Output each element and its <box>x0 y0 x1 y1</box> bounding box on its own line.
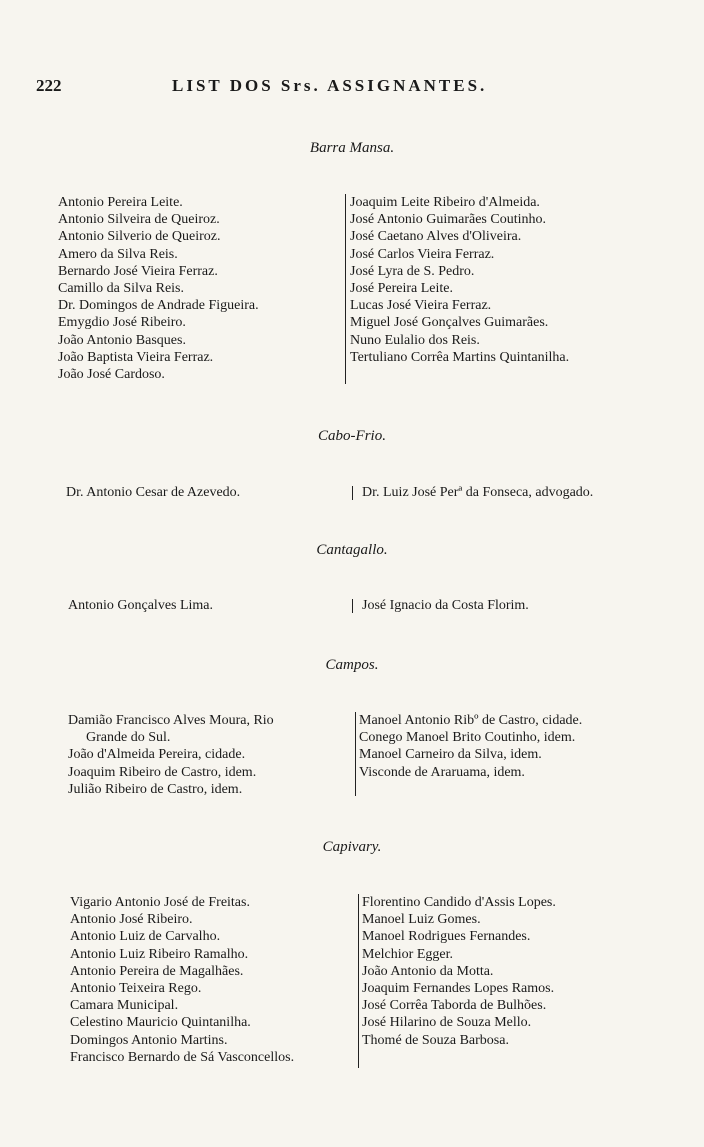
list-item: João Antonio da Motta. <box>362 963 494 979</box>
list-item: Antonio Teixeira Rego. <box>70 981 202 997</box>
section-title-cabo-frio: Cabo-Frio. <box>318 428 386 444</box>
list-item: Joaquim Fernandes Lopes Ramos. <box>362 981 555 997</box>
list-item: Antonio Luiz Ribeiro Ramalho. <box>70 946 249 962</box>
list-item: Visconde de Araruama, idem. <box>359 764 525 780</box>
list-item: Lucas José Vieira Ferraz. <box>350 298 492 314</box>
column-divider <box>352 599 353 613</box>
list-item: José Pereira Leite. <box>350 281 454 297</box>
list-item: Manoel Carneiro da Silva, idem. <box>359 747 542 763</box>
list-item: José Ignacio da Costa Florim. <box>362 598 529 613</box>
cantagallo-right-column <box>362 597 529 614</box>
list-item: Thomé de Souza Barbosa. <box>362 1032 509 1048</box>
column-divider <box>345 194 346 384</box>
list-item: José Hilarino de Souza Mello. <box>362 1015 532 1031</box>
list-item: Antonio Gonçalves Lima. <box>68 598 214 613</box>
list-item: Antonio Silverio de Queiroz. <box>58 229 221 245</box>
list-item: Antonio Luiz de Carvalho. <box>70 929 221 945</box>
list-item: José Antonio Guimarães Coutinho. <box>350 212 546 228</box>
list-item: Manoel Antonio Ribº de Castro, cidade. <box>359 713 583 728</box>
list-item: Bernardo José Vieira Ferraz. <box>58 263 218 279</box>
list-item: Melchior Egger. <box>362 946 453 962</box>
capivary-right-column <box>362 894 556 1049</box>
list-item: João d'Almeida Pereira, cidade. <box>68 747 246 763</box>
list-item: Joaquim Leite Ribeiro d'Almeida. <box>350 195 540 210</box>
campos-right-column <box>359 712 582 781</box>
list-item: Antonio Pereira de Magalhães. <box>70 963 244 979</box>
list-item: Dr. Luiz José Perª da Fonseca, advogado. <box>362 485 594 500</box>
list-item: Tertuliano Corrêa Martins Quintanilha. <box>350 349 570 365</box>
list-item: João Antonio Basques. <box>58 332 186 348</box>
list-item: Manoel Luiz Gomes. <box>362 912 481 928</box>
page-header <box>36 76 656 100</box>
list-item: Dr. Antonio Cesar de Azevedo. <box>66 485 241 500</box>
cabo-frio-right-column <box>362 484 593 501</box>
barra-mansa-right-column <box>350 194 569 366</box>
list-item: Domingos Antonio Martins. <box>70 1032 228 1048</box>
list-item: Antonio José Ribeiro. <box>70 912 193 928</box>
list-item: Camillo da Silva Reis. <box>58 281 184 297</box>
page-number: 222 <box>36 76 62 95</box>
cantagallo-left-column <box>68 597 213 614</box>
list-item: Florentino Candido d'Assis Lopes. <box>362 895 556 910</box>
barra-mansa-left-column <box>58 194 259 383</box>
list-item: Amero da Silva Reis. <box>58 246 178 262</box>
list-item: Damião Francisco Alves Moura, Rio <box>68 713 274 728</box>
list-item: Francisco Bernardo de Sá Vasconcellos. <box>70 1049 295 1065</box>
list-item: Celestino Mauricio Quintanilha. <box>70 1015 251 1031</box>
list-item: José Caetano Alves d'Oliveira. <box>350 229 522 245</box>
list-item: Manoel Rodrigues Fernandes. <box>362 929 531 945</box>
campos-left-column <box>68 712 274 798</box>
list-item: Emygdio José Ribeiro. <box>58 315 186 331</box>
list-item: Camara Municipal. <box>70 998 179 1014</box>
list-item: Joaquim Ribeiro de Castro, idem. <box>68 764 257 780</box>
list-item: Nuno Eulalio dos Reis. <box>350 332 480 348</box>
section-title-capivary: Capivary. <box>322 839 382 855</box>
list-item: João Baptista Vieira Ferraz. <box>58 349 214 365</box>
list-item: Miguel José Gonçalves Guimarães. <box>350 315 549 331</box>
list-item: José Carlos Vieira Ferraz. <box>350 246 495 262</box>
cabo-frio-left-column <box>66 484 240 501</box>
list-item: João José Cardoso. <box>58 367 165 383</box>
column-divider <box>355 712 356 796</box>
list-item: Antonio Pereira Leite. <box>58 195 183 210</box>
list-item: Dr. Domingos de Andrade Figueira. <box>58 298 259 314</box>
section-title-campos: Campos. <box>325 657 379 673</box>
list-item: José Lyra de S. Pedro. <box>350 263 475 279</box>
list-item: Antonio Silveira de Queiroz. <box>58 212 220 228</box>
section-title-cantagallo: Cantagallo. <box>316 542 388 558</box>
capivary-left-column <box>70 894 294 1066</box>
list-item: Conego Manoel Brito Coutinho, idem. <box>359 730 576 746</box>
section-title-barra-mansa: Barra Mansa. <box>309 140 395 156</box>
column-divider <box>352 486 353 500</box>
list-item: Vigario Antonio José de Freitas. <box>70 895 250 910</box>
list-item-continuation: Grande do Sul. <box>86 730 171 746</box>
list-item: Julião Ribeiro de Castro, idem. <box>68 781 243 797</box>
running-title: LIST DOS Srs. ASSIGNANTES. <box>172 76 488 95</box>
column-divider <box>358 894 359 1068</box>
list-item: José Corrêa Taborda de Bulhões. <box>362 998 547 1014</box>
